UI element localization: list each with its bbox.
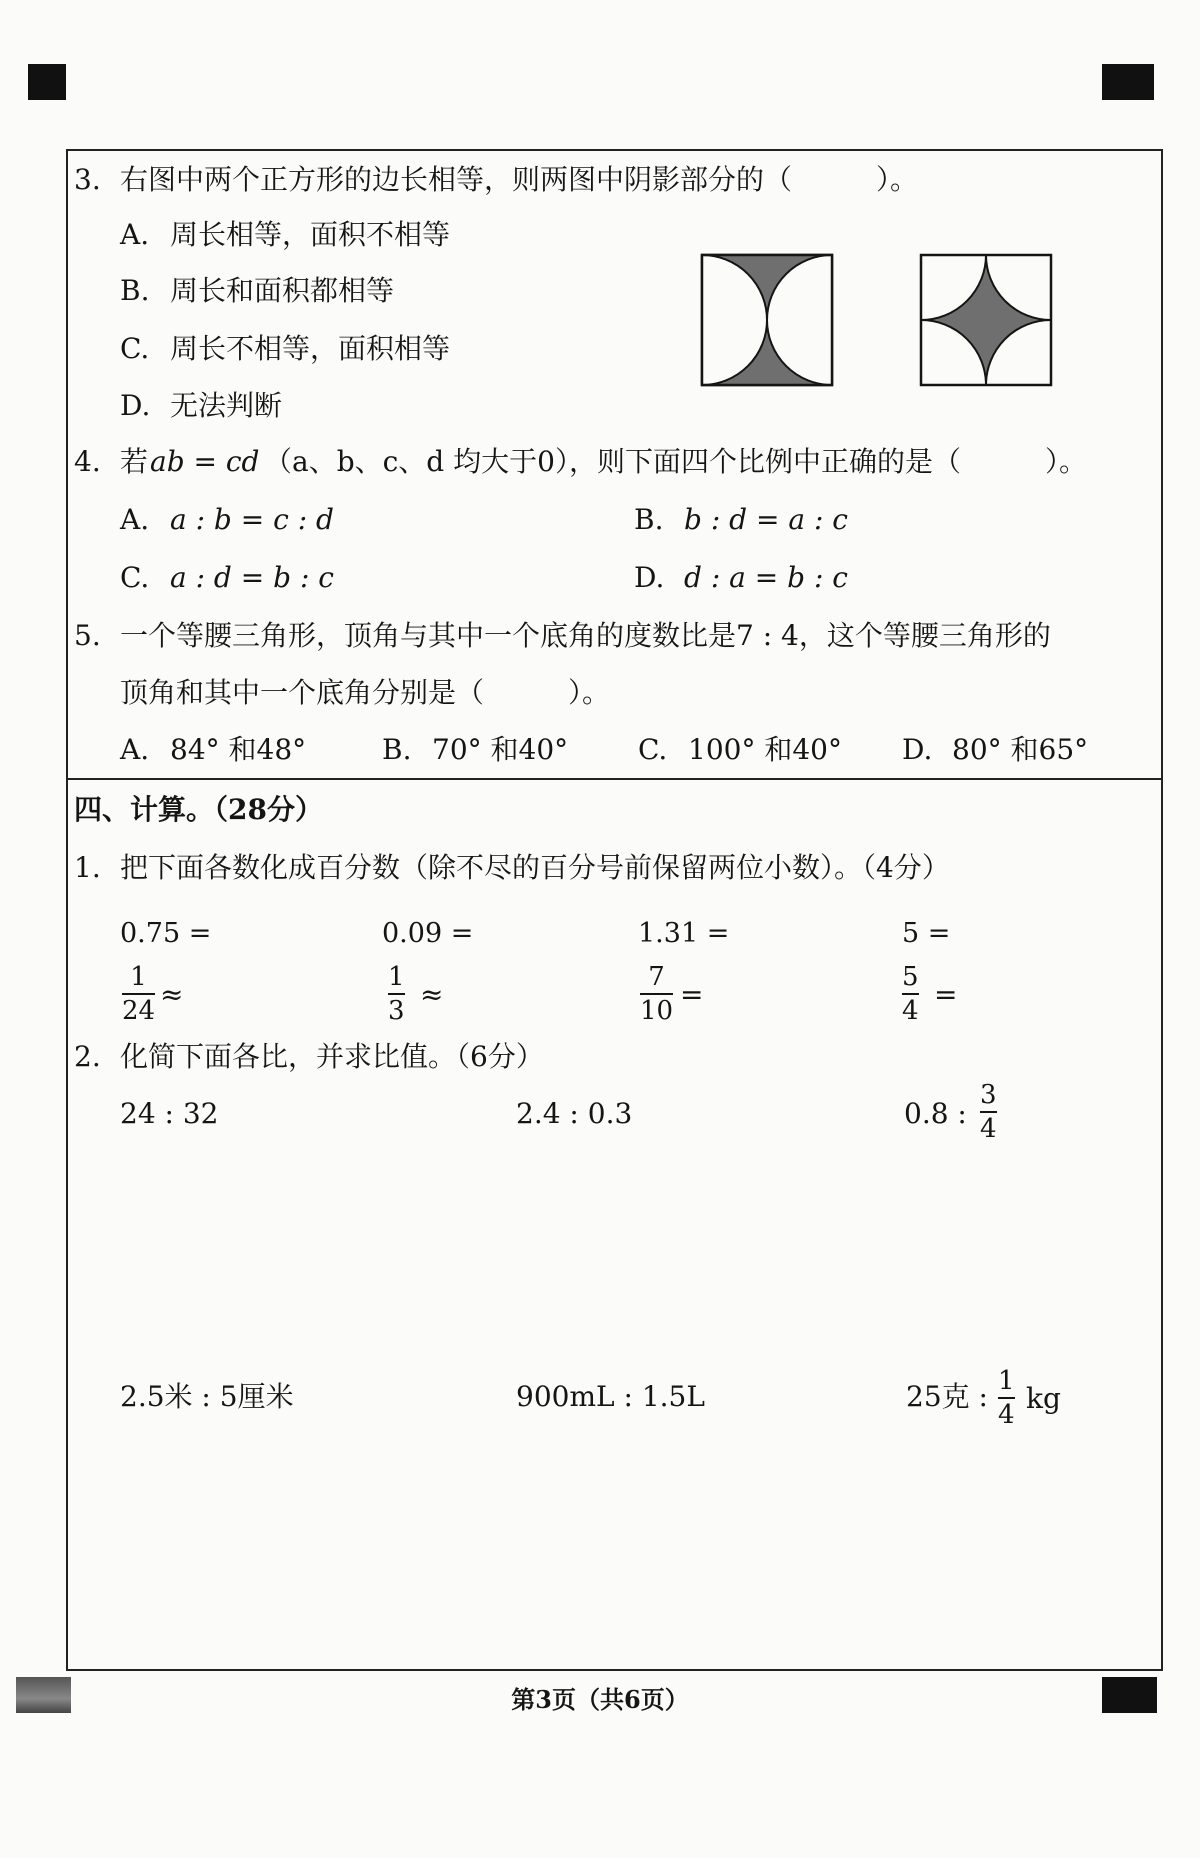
s4-p2-ratio-3-fraction <box>980 1080 997 1144</box>
s4-p1-decimal-4: 5 = <box>902 918 951 949</box>
fraction-bar <box>998 1397 1015 1399</box>
q3-number: 3. <box>74 163 101 196</box>
fraction-denominator: 4 <box>902 996 919 1026</box>
q4-option-a-label: A. <box>120 503 150 536</box>
q4-stem-rest: （a、b、c、d 均大于0），则下面四个比例中正确的是（ ）。 <box>264 445 1087 478</box>
s4-p2-ratio-6-unit: kg <box>1026 1382 1061 1415</box>
fraction-denominator: 4 <box>980 1114 997 1144</box>
q3-stem: 右图中两个正方形的边长相等，则两图中阴影部分的（ ）。 <box>120 163 919 196</box>
fraction-bar <box>122 993 155 995</box>
fraction-bar <box>902 993 919 995</box>
s4-p1-fraction-4-op: = <box>934 978 958 1011</box>
fraction-bar <box>980 1111 997 1113</box>
s4-p2-number: 2. <box>74 1040 101 1073</box>
fraction-numerator: 5 <box>902 962 919 992</box>
q3-figure-left <box>700 253 834 387</box>
q4-option-d-label: D. <box>634 561 665 594</box>
fraction-numerator: 7 <box>648 962 665 992</box>
s4-p1-fraction-4 <box>902 962 919 1026</box>
q5-option-b-label: B. <box>382 733 412 766</box>
fraction-denominator: 4 <box>998 1400 1015 1430</box>
fraction-bar <box>388 993 405 995</box>
q3-option-c-text: 周长不相等，面积相等 <box>170 332 451 365</box>
page-footer: 第3页（共6页） <box>511 1685 689 1714</box>
fraction-bar <box>640 993 673 995</box>
q5-option-a-text: 84° 和48° <box>170 733 307 766</box>
fraction-denominator: 10 <box>640 996 674 1026</box>
section-divider <box>66 778 1163 780</box>
s4-p1-fraction-3 <box>640 962 673 1026</box>
q3-option-a-text: 周长相等，面积不相等 <box>170 218 451 251</box>
q3-option-b-text: 周长和面积都相等 <box>170 274 395 307</box>
s4-p1-fraction-1 <box>122 962 155 1026</box>
s4-p1-fraction-3-op: = <box>680 978 704 1011</box>
fraction-denominator: 24 <box>122 996 156 1026</box>
q3-option-c-label: C. <box>120 332 150 365</box>
s4-p1-stem: 把下面各数化成百分数（除不尽的百分号前保留两位小数）。（4分） <box>120 851 950 884</box>
s4-p2-ratio-4: 2.5米 : 5厘米 <box>120 1380 294 1413</box>
s4-p2-ratio-6-fraction <box>998 1366 1015 1430</box>
registration-mark-top-left <box>28 64 66 100</box>
s4-p1-fraction-1-op: ≈ <box>160 978 184 1011</box>
q3-option-d-label: D. <box>120 389 151 422</box>
section4-title: 四、计算。（28分） <box>74 793 323 826</box>
fraction-numerator: 1 <box>130 962 147 992</box>
q4-option-b-text: b : d = a : c <box>684 503 848 536</box>
q5-stem-line2: 顶角和其中一个底角分别是（ ）。 <box>120 676 611 709</box>
s4-p1-decimal-3: 1.31 = <box>638 918 730 949</box>
s4-p2-ratio-1: 24 : 32 <box>120 1097 219 1130</box>
s4-p2-stem: 化简下面各比，并求比值。（6分） <box>120 1040 544 1073</box>
q3-option-b-label: B. <box>120 274 150 307</box>
q3-option-d-text: 无法判断 <box>170 389 283 422</box>
q3-option-a-label: A. <box>120 218 150 251</box>
q4-option-a-text: a : b = c : d <box>170 503 334 536</box>
q5-option-d-text: 80° 和65° <box>952 733 1089 766</box>
q4-option-b-label: B. <box>634 503 664 536</box>
q4-option-c-text: a : d = b : c <box>170 561 334 594</box>
q5-stem-line1: 一个等腰三角形，顶角与其中一个底角的度数比是7 : 4，这个等腰三角形的 <box>120 619 1051 652</box>
q3-figure-right <box>919 253 1053 387</box>
registration-mark-top-right <box>1102 64 1154 100</box>
s4-p2-ratio-6: 25克 : <box>906 1380 988 1413</box>
q5-option-c-label: C. <box>638 733 668 766</box>
q5-option-c-text: 100° 和40° <box>688 733 842 766</box>
fraction-numerator: 1 <box>388 962 405 992</box>
s4-p1-number: 1. <box>74 851 101 884</box>
q5-number: 5. <box>74 619 101 652</box>
s4-p1-decimal-2: 0.09 = <box>382 918 474 949</box>
q4-stem-equation: ab = cd <box>150 445 260 478</box>
q5-option-b-text: 70° 和40° <box>432 733 569 766</box>
s4-p1-fraction-2 <box>388 962 405 1026</box>
q4-stem-prefix: 若 <box>120 445 149 478</box>
fraction-numerator: 3 <box>980 1080 997 1110</box>
s4-p2-ratio-3: 0.8 : <box>904 1097 967 1130</box>
q4-option-d-text: d : a = b : c <box>684 561 848 594</box>
s4-p1-fraction-2-op: ≈ <box>420 978 444 1011</box>
q5-option-d-label: D. <box>902 733 933 766</box>
s4-p1-decimal-1: 0.75 = <box>120 918 212 949</box>
q4-option-c-label: C. <box>120 561 150 594</box>
fraction-denominator: 3 <box>388 996 405 1026</box>
s4-p2-ratio-5: 900mL : 1.5L <box>516 1380 705 1413</box>
s4-p2-ratio-2: 2.4 : 0.3 <box>516 1097 633 1130</box>
q5-option-a-label: A. <box>120 733 150 766</box>
fraction-numerator: 1 <box>998 1366 1015 1396</box>
q4-number: 4. <box>74 445 101 478</box>
